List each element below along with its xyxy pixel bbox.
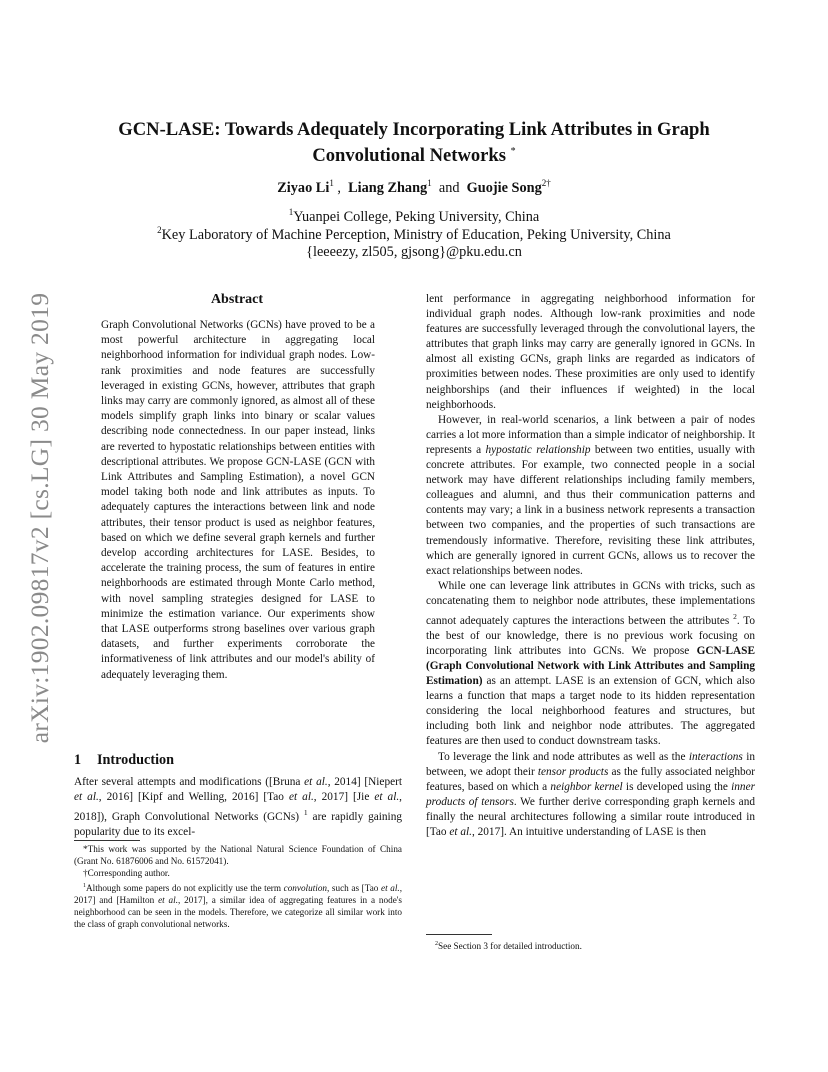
abstract-heading: Abstract [210, 292, 264, 307]
section-heading [74, 752, 174, 769]
arxiv-id: arXiv:1902.09817v2 [cs.LG] 30 May 2019 [25, 292, 54, 744]
footnote-divider-right [426, 934, 492, 935]
footnote-corresponding: †Corresponding author. [83, 868, 170, 879]
section-number: 1 [74, 752, 82, 768]
author-list: Ziyao Li$^1$ , Liang Zhang$^1$ and Guojie Song$^{2\dagger}$ [277, 178, 551, 196]
arxiv-sidebar-stamp [20, 268, 60, 768]
intro-paragraph-1: After several attempts and modifications ([Bruna et al., 2014] [Niepert et al., 2016] [Kipf and Welling, 2016] [Tao et al., 2017] [Jie et al., 2018]), Graph Convolutional Networks (GCNs) $^1$ are rapidly gaining popularity due to its excel- [74, 776, 403, 839]
affiliation-2-text: Key Laboratory of Machine Perception, Ministry of Education, Peking University, China [161, 226, 671, 243]
author-2: Liang Zhang [348, 179, 428, 196]
title-footnote-mark: * [510, 146, 516, 157]
intro-left-column [74, 775, 402, 840]
intro-right-column [426, 292, 755, 840]
title-line-2: Convolutional Networks [312, 145, 507, 167]
author-3: Guojie Song [466, 179, 542, 196]
footnote-divider-left [74, 840, 140, 841]
abstract-body: Graph Convolutional Networks (GCNs) have proved to be a most powerful architecture in aggregating local neighborhood information for individual graph nodes. Low-rank proximities and node features are successfully leveraged in existing GCNs, however, attributes that graph links may carry are commonly ignored, as almost all of these models simplify graph links into binary or scalar values describing node connectedness. In our paper instead, links are reverted to hypostatic relationships between entities with descriptional attributes. We propose GCN-LASE (GCN with Link Attributes and Sampling Estimation), a novel GCN model taking both node and link attributes as inputs. To adequately captures the interactions between link and node attributes, their tensor product is used as neighbor features, based on which we define several graph kernels and further develop according architectures for LASE. Besides, to accelerate the training process, the sum of features in entire neighborhoods are estimated through Monte Carlo method, with novel sampling strategies designed for LASE to minimize the estimation variance. Our experiments show that LASE outperforms strong baselines over various graph datasets, and further experiments corroborate the informativeness of link attributes and our model's ability of adequately leveraging them. [101, 319, 375, 681]
right-paragraph-1: lent performance in aggregating neighborhood information for individual graph nodes. Although low-rank proximities and node features are successfully leveraged through the convolutional layers, the attributes that graph links may carry are generally ignored in GCNs. In almost all existing GCNs, graph links are regarded as indicators of proximities between nodes. These proximities are only used to identify neighborships (and their influences if weighted) in the local neighborhoods. [426, 293, 755, 411]
right-paragraph-3: While one can leverage link attributes in GCNs with tricks, such as concatenating them to neighbor node attributes, these implementations cannot adequately captures the interactions between the attributes $^2$. To the best of our knowledge, there is no previous work focusing on incorporating link attributes into GCNs. We propose GCN-LASE (Graph Convolutional Network with Link Attributes and Sampling Estimation) as an attempt. LASE is an extension of GCN, which also learns a function that maps a target node to its hidden representation considering the local neighborhood features and structures, but including both link and neighbor node attributes. The aggregated features are then used to conduct downstream tasks. [426, 579, 755, 748]
paper-title [80, 119, 748, 167]
author-2-affil: 1 [427, 178, 432, 188]
right-paragraph-4: To leverage the link and node attributes as well as the interactions in between, we adopt their tensor products as the fully associated neighbor features, based on which a neighbor kernel is developed using the inner products of tensors. We further derive corresponding graph kernels and finally the neural architectures following a similar route introduced in [Tao et al., 2017]. An intuitive understanding of LASE is then [426, 750, 756, 839]
right-paragraph-2: However, in real-world scenarios, a link between a pair of nodes carries a lot more information than a simple indicator of neighborship. It represents a hypostatic relationship between two entities, usually with concrete attributes. For example, two connected people in a social network may have different relationships including family members, colleagues and alumni, and thus their communication patterns and contents may vary; a link in a business network represents a transaction between two companies, and the properties of such transactions are tremendously informative. Therefore, revisiting these link attributes, which are generally ignored in current GCNs, allows us to recover the exact relationships between nodes. [426, 413, 755, 577]
author-and: and [438, 179, 460, 196]
footnote-ref-1[interactable]: 1 [303, 808, 308, 818]
author-3-affil: 2† [541, 178, 551, 188]
footnote-2: $^2$See Section 3 for detailed introduction. [435, 941, 582, 952]
footnotes-left [74, 843, 402, 930]
affiliation-1-mark: 1 [288, 207, 294, 217]
footnote-1: $^1$Although some papers do not explicitly use the term convolution, such as [Tao et al., 2017] and [Hamilton et al., 2017], a similar idea of aggregating features in a node's neighborhood can be seen in the models. Therefore, we categorize all similar work into the class of graph convolutional networks. [74, 882, 402, 930]
author-1-affil: 1 [329, 178, 334, 188]
footnote-ref-2[interactable]: 2 [733, 611, 737, 621]
title-line-1: GCN-LASE: Towards Adequately Incorporating Link Attributes in Graph [118, 119, 710, 140]
affiliation-2-mark: 2 [157, 225, 162, 235]
section-title: Introduction [97, 752, 174, 768]
footnote-funding: *This work was supported by the National Natural Science Foundation of China (Grant No. 61876006 and No. 61572041). [74, 844, 402, 867]
affiliation-1-text: Yuanpei College, Peking University, China [293, 208, 540, 225]
author-1: Ziyao Li [277, 179, 330, 196]
author-emails: {leeeezy, zl505, gjsong}@pku.edu.cn [306, 244, 522, 260]
